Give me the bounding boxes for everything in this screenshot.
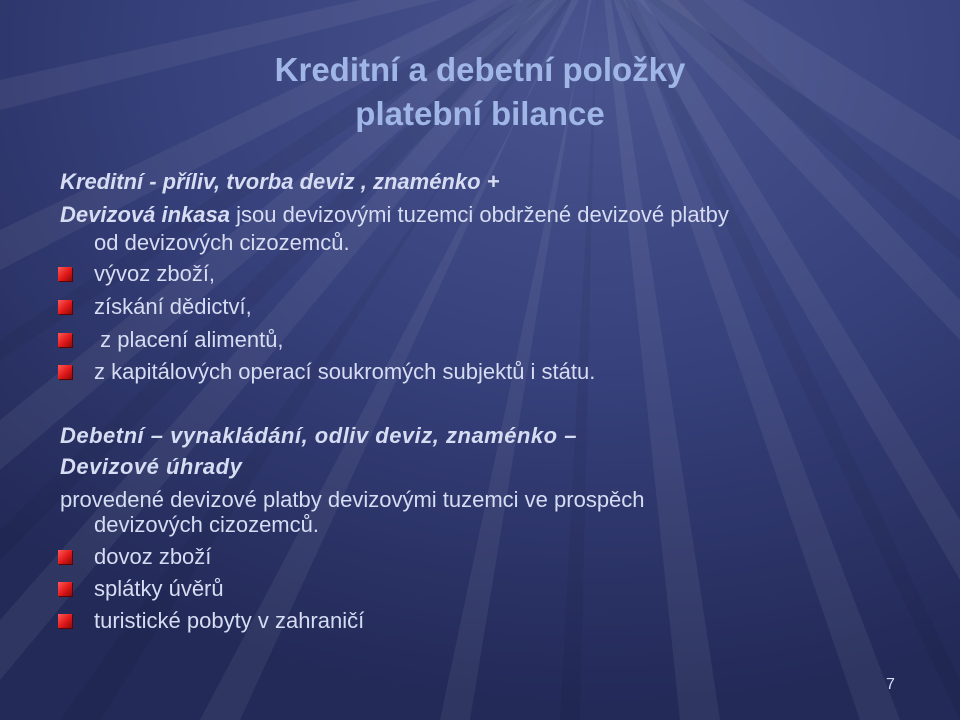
bullet-square-icon bbox=[58, 582, 72, 596]
credit-definition-text: jsou devizovými tuzemci obdržené devizové platby bbox=[236, 202, 729, 227]
bullet-square-icon bbox=[58, 365, 72, 379]
page-number: 7 bbox=[886, 676, 895, 693]
credit-heading: Kreditní - příliv, tvorba deviz , znaménko + bbox=[60, 169, 500, 194]
bullet-square-icon bbox=[58, 267, 72, 281]
debit-heading: Debetní – vynakládání, odliv deviz, znaménko – bbox=[60, 423, 577, 448]
bullet-square-icon bbox=[58, 614, 72, 628]
title-line-2: platební bilance bbox=[355, 95, 605, 132]
credit-term: Devizová inkasa bbox=[60, 202, 230, 227]
credit-definition-cont: od devizových cizozemců. bbox=[94, 230, 350, 255]
slide-title bbox=[230, 48, 730, 136]
debit-definition: provedené devizové platby devizovými tuzemci ve prospěch bbox=[60, 487, 645, 512]
bullet-square-icon bbox=[58, 333, 72, 347]
bullet-square-icon bbox=[58, 300, 72, 314]
debit-term: Devizové úhrady bbox=[60, 454, 243, 479]
title-line-1: Kreditní a debetní položky bbox=[274, 51, 686, 88]
credit-definition bbox=[60, 201, 729, 229]
debit-definition-cont: devizových cizozemců. bbox=[94, 512, 319, 537]
bullet-square-icon bbox=[58, 550, 72, 564]
